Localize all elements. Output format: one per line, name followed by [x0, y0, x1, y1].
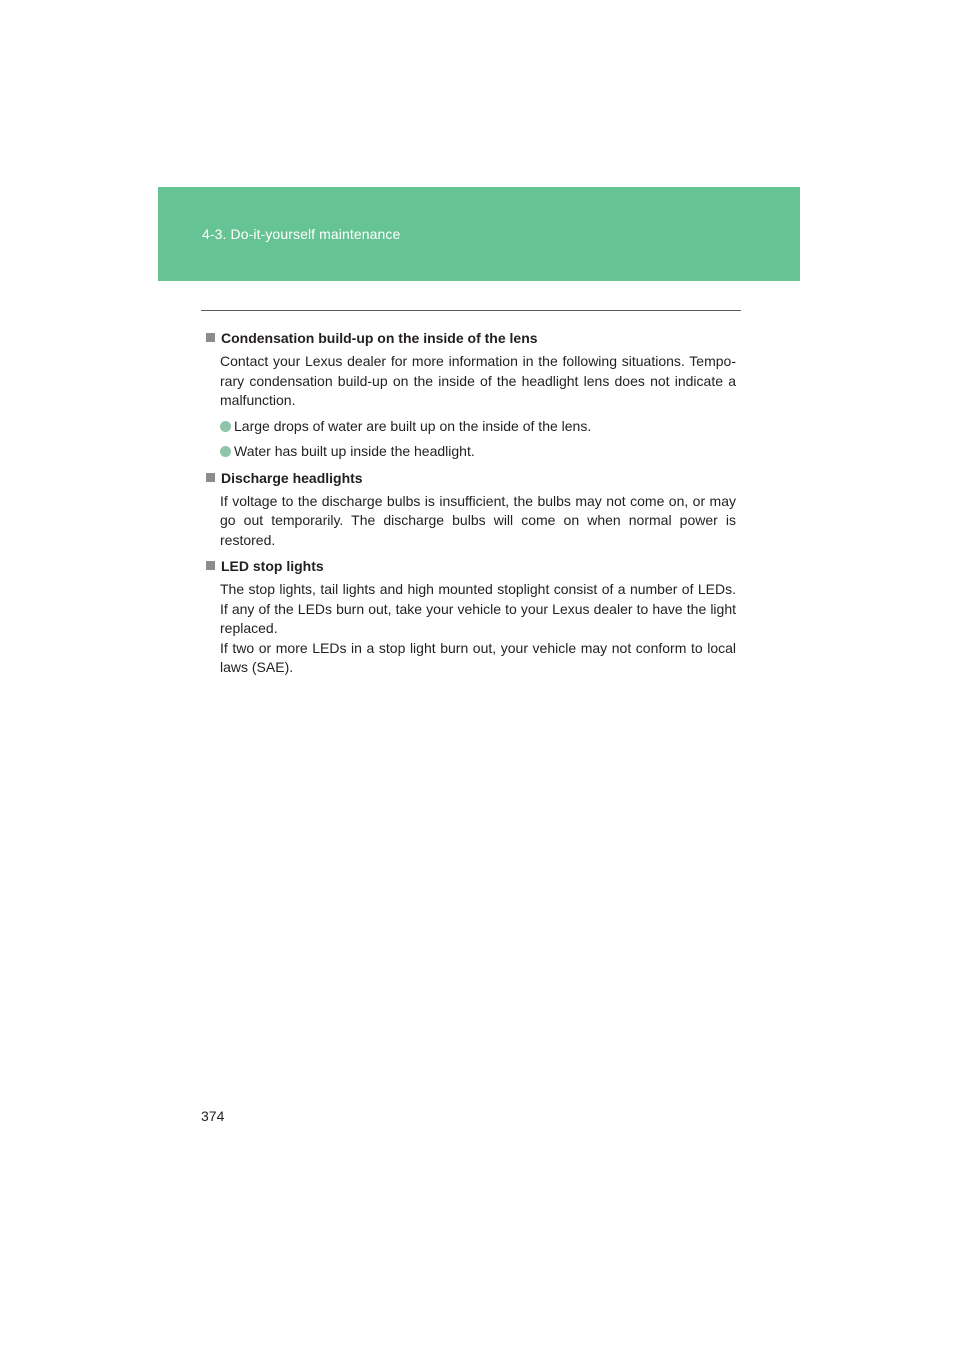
page-number: 374 — [201, 1108, 225, 1124]
paragraph: Contact your Lexus dealer for more information in the following situations. Tempo-rary condensation build-up on the inside of the headlight lens does not indicate a malfunction. — [220, 353, 736, 408]
section-title: 4-3. Do-it-yourself maintenance — [202, 226, 401, 242]
section-discharge-headlights — [206, 468, 736, 551]
list-item-text: Large drops of water are built up on the inside of the lens. — [234, 417, 592, 434]
paragraph: If voltage to the discharge bulbs is insufficient, the bulbs may not come on, or may go out temporarily. The discharge bulbs will come on when normal power is restored. — [220, 492, 736, 548]
list-item — [220, 442, 736, 462]
heading-text: Condensation build-up on the inside of the lens — [221, 330, 538, 346]
square-bullet-icon — [206, 333, 215, 342]
paragraph: If two or more LEDs in a stop light burn out, your vehicle may not conform to local laws (SAE). — [220, 639, 736, 675]
section-heading — [206, 556, 736, 576]
list-item-text: Water has built up inside the headlight. — [234, 443, 475, 459]
heading-text: LED stop lights — [221, 558, 324, 574]
heading-text: Discharge headlights — [221, 469, 363, 486]
square-bullet-icon — [206, 561, 215, 570]
paragraph: The stop lights, tail lights and high mounted stoplight consist of a number of LEDs. If any of the LEDs burn out, take your vehicle to your Lexus dealer to have the light replaced. — [220, 581, 736, 636]
section-heading — [206, 468, 736, 488]
page-content — [206, 328, 736, 684]
list-item — [220, 417, 736, 437]
section-heading — [206, 328, 736, 348]
section-led-stop-lights — [206, 556, 736, 678]
circle-bullet-icon — [220, 421, 231, 432]
section-condensation — [206, 328, 736, 462]
circle-bullet-icon — [220, 446, 231, 457]
divider-rule — [201, 310, 741, 311]
section-header-band — [158, 187, 800, 281]
square-bullet-icon — [206, 473, 215, 482]
